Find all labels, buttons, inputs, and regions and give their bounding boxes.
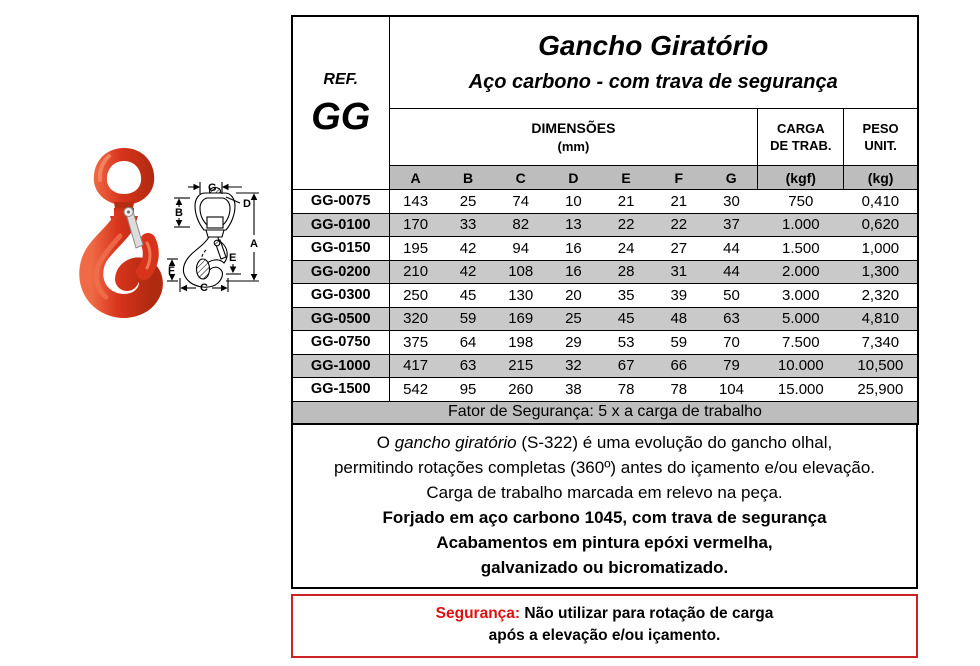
safety-warning-label: Segurança:: [435, 604, 521, 622]
col-header-b: B: [442, 166, 495, 190]
row-ref: GG-0150: [292, 237, 389, 261]
table-row: [292, 190, 918, 214]
dimension-diagram: [166, 180, 266, 315]
cell: 7,340: [844, 331, 918, 355]
cell: 25,900: [844, 378, 918, 402]
col-header-kgf: (kgf): [758, 166, 844, 190]
cell: 44: [705, 237, 758, 261]
cell: 5.000: [758, 307, 844, 331]
table-row: [292, 284, 918, 308]
cell: 42: [442, 260, 495, 284]
col-header-c: C: [494, 166, 547, 190]
hook-eye: [94, 148, 154, 205]
dim-label-d: D: [243, 198, 251, 210]
col-header-a: A: [389, 166, 442, 190]
safety-factor-text: Fator de Segurança: 5 x a carga de trabalho: [292, 401, 918, 424]
cell: 1,300: [844, 260, 918, 284]
cell: 95: [442, 378, 495, 402]
cell: 195: [389, 237, 442, 261]
row-ref: GG-1000: [292, 354, 389, 378]
dim-label-c: C: [200, 282, 208, 294]
description-box: [291, 423, 918, 589]
title-cell: [389, 16, 918, 109]
description-line-2: permitindo rotações completas (360º) antes do içamento e/ou elevação.: [333, 457, 876, 477]
cell: 1.000: [758, 213, 844, 237]
row-ref: GG-0500: [292, 307, 389, 331]
unit-weight-line2: UNIT.: [864, 138, 897, 153]
dim-label-e: E: [229, 252, 237, 264]
safety-warning-line-1: [295, 603, 914, 625]
cell: 63: [705, 307, 758, 331]
cell: 260: [494, 378, 547, 402]
cell: 169: [494, 307, 547, 331]
cell: 31: [652, 260, 705, 284]
col-header-e: E: [600, 166, 653, 190]
ref-code: GG: [311, 96, 371, 138]
cell: 750: [758, 190, 844, 214]
dimensions-title: DIMENSÕES: [531, 120, 616, 136]
hook-body: [91, 210, 151, 306]
ref-label: REF.: [323, 71, 359, 88]
description-line-6: galvanizado ou bicromatizado.: [480, 557, 729, 577]
unit-weight-line1: PESO: [862, 121, 899, 136]
cell: 50: [705, 284, 758, 308]
cell: 1.500: [758, 237, 844, 261]
safety-warning-line-2: após a elevação e/ou içamento.: [488, 626, 721, 644]
cell: 215: [494, 354, 547, 378]
col-header-d: D: [547, 166, 600, 190]
row-ref: GG-1500: [292, 378, 389, 402]
description-line-5: Acabamentos em pintura epóxi vermelha,: [436, 532, 773, 552]
cell: 28: [600, 260, 653, 284]
cell: 21: [600, 190, 653, 214]
cell: 1,000: [844, 237, 918, 261]
cell: 70: [705, 331, 758, 355]
row-ref: GG-0200: [292, 260, 389, 284]
cell: 16: [547, 260, 600, 284]
cell: 25: [547, 307, 600, 331]
cell: 2,320: [844, 284, 918, 308]
cell: 59: [442, 307, 495, 331]
cell: 10,500: [844, 354, 918, 378]
workload-line2: DE TRAB.: [770, 138, 832, 153]
cell: 210: [389, 260, 442, 284]
cell: 10: [547, 190, 600, 214]
cell: 13: [547, 213, 600, 237]
table-row: [292, 237, 918, 261]
cell: 375: [389, 331, 442, 355]
cell: 82: [494, 213, 547, 237]
page-title: Gancho Giratório: [538, 30, 769, 61]
cell: 130: [494, 284, 547, 308]
cell: 38: [547, 378, 600, 402]
row-ref: GG-0075: [292, 190, 389, 214]
cell: 170: [389, 213, 442, 237]
cell: 39: [652, 284, 705, 308]
ref-cell: [292, 16, 389, 190]
cell: 78: [600, 378, 653, 402]
cell: 198: [494, 331, 547, 355]
cell: 15.000: [758, 378, 844, 402]
description-line-3: Carga de trabalho marcada em relevo na peça.: [426, 482, 783, 502]
cell: 7.500: [758, 331, 844, 355]
cell: 143: [389, 190, 442, 214]
cell: 320: [389, 307, 442, 331]
row-ref: GG-0300: [292, 284, 389, 308]
cell: 30: [705, 190, 758, 214]
cell: 53: [600, 331, 653, 355]
dim-label-g: G: [208, 182, 217, 194]
cell: 42: [442, 237, 495, 261]
description-line-1-pre: O: [376, 432, 395, 452]
cell: 25: [442, 190, 495, 214]
cell: 44: [705, 260, 758, 284]
row-ref: GG-0100: [292, 213, 389, 237]
cell: 542: [389, 378, 442, 402]
cell: 64: [442, 331, 495, 355]
cell: 2.000: [758, 260, 844, 284]
dimensions-unit: (mm): [557, 139, 590, 154]
cell: 417: [389, 354, 442, 378]
cell: 250: [389, 284, 442, 308]
cell: 59: [652, 331, 705, 355]
cell: 0,620: [844, 213, 918, 237]
cell: 108: [494, 260, 547, 284]
row-ref: GG-0750: [292, 331, 389, 355]
dim-label-a: A: [250, 238, 258, 250]
col-header-g: G: [705, 166, 758, 190]
dimensions-header: [389, 109, 758, 166]
workload-header: [758, 109, 844, 166]
cell: 22: [652, 213, 705, 237]
cell: 33: [442, 213, 495, 237]
spec-sheet: [291, 15, 918, 658]
safety-warning-text-1: Não utilizar para rotação de carga: [524, 604, 774, 622]
cell: 29: [547, 331, 600, 355]
diagram-hook: [183, 237, 227, 287]
table-row: [292, 307, 918, 331]
dim-label-b: B: [175, 207, 183, 219]
table-row: [292, 331, 918, 355]
safety-factor-row: [292, 401, 918, 424]
cell: 48: [652, 307, 705, 331]
unit-weight-header: [844, 109, 918, 166]
cell: 4,810: [844, 307, 918, 331]
description-line-1-italic: gancho giratório: [394, 432, 517, 452]
cell: 32: [547, 354, 600, 378]
col-header-kg: (kg): [844, 166, 918, 190]
cell: 78: [652, 378, 705, 402]
table-row: [292, 354, 918, 378]
cell: 63: [442, 354, 495, 378]
cell: 21: [652, 190, 705, 214]
cell: 16: [547, 237, 600, 261]
workload-line1: CARGA: [776, 121, 825, 136]
cell: 35: [600, 284, 653, 308]
safety-warning-box: [291, 594, 918, 658]
cell: 45: [600, 307, 653, 331]
dim-e: [226, 264, 241, 274]
cell: 104: [705, 378, 758, 402]
cell: 37: [705, 213, 758, 237]
col-header-f: F: [652, 166, 705, 190]
description-line-1: [295, 430, 914, 455]
cell: 94: [494, 237, 547, 261]
description-line-1-post: (S-322) é uma evolução do gancho olhal,: [516, 432, 833, 452]
dim-label-f: F: [168, 265, 175, 277]
cell: 66: [652, 354, 705, 378]
cell: 0,410: [844, 190, 918, 214]
table-row: [292, 378, 918, 402]
cell: 74: [494, 190, 547, 214]
cell: 67: [600, 354, 653, 378]
cell: 24: [600, 237, 653, 261]
description-line-4: Forjado em aço carbono 1045, com trava de segurança: [382, 507, 827, 527]
cell: 3.000: [758, 284, 844, 308]
cell: 27: [652, 237, 705, 261]
cell: 20: [547, 284, 600, 308]
swivel-hook-photo: [76, 144, 172, 322]
page-subtitle: Aço carbono - com trava de segurança: [468, 71, 838, 93]
cell: 79: [705, 354, 758, 378]
diagram-eye: [195, 188, 235, 238]
table-row: [292, 213, 918, 237]
cell: 45: [442, 284, 495, 308]
spec-table: [291, 15, 919, 425]
cell: 10.000: [758, 354, 844, 378]
cell: 22: [600, 213, 653, 237]
table-row: [292, 260, 918, 284]
